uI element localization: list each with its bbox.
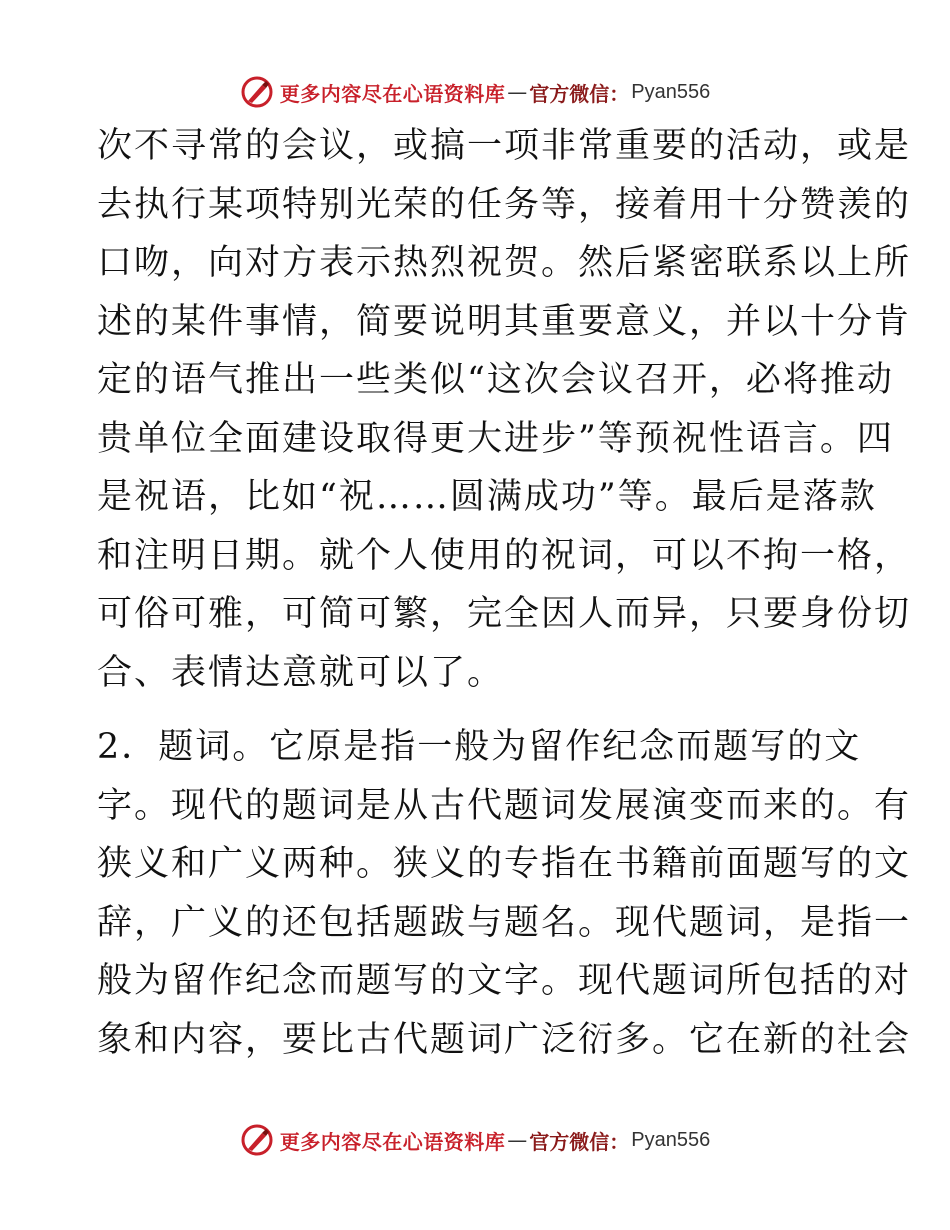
footer-banner bbox=[0, 1118, 950, 1162]
text-line: 可俗可雅，可简可繁，完全因人而异，只要身份切 bbox=[97, 594, 912, 634]
text-line: 贵单位全面建设取得更大进步”等预祝性语言。四 bbox=[97, 418, 894, 459]
header-slogan: 更多内容尽在心语资料库 bbox=[279, 81, 506, 106]
footer-contact-label: 官方微信： bbox=[529, 1129, 630, 1154]
pen-logo-icon bbox=[240, 75, 274, 109]
pen-logo-icon bbox=[240, 1123, 274, 1157]
paragraph-2 bbox=[97, 718, 912, 1069]
document-body bbox=[97, 117, 912, 1069]
header-contact-id: Pyan556 bbox=[631, 80, 711, 103]
text-line: 般为留作纪念而题写的文字。现代题词所包括的对 bbox=[97, 961, 912, 1001]
text-line: 和注明日期。就个人使用的祝词，可以不拘一格， bbox=[97, 535, 912, 576]
text-line: 次不寻常的会议，或搞一项非常重要的活动，或是 bbox=[97, 126, 912, 166]
text-line: 2．题词。它原是指一般为留作纪念而题写的文 bbox=[97, 727, 862, 767]
text-line: 字。现代的题词是从古代题词发展演变而来的。有 bbox=[97, 785, 912, 826]
header-contact-label: 官方微信： bbox=[529, 81, 630, 106]
text-line: 是祝语，比如“祝……圆满成功”等。最后是落款 bbox=[97, 477, 877, 517]
text-line: 定的语气推出一些类似“这次会议召开，必将推动 bbox=[97, 360, 894, 400]
text-line: 去执行某项特别光荣的任务等，接着用十分赞羡的 bbox=[97, 184, 912, 225]
header-banner bbox=[0, 70, 950, 114]
text-line: 口吻，向对方表示热烈祝贺。然后紧密联系以上所 bbox=[97, 243, 912, 283]
text-line: 述的某件事情，简要说明其重要意义，并以十分肯 bbox=[97, 301, 912, 342]
footer-contact-id: Pyan556 bbox=[631, 1128, 711, 1151]
text-line: 合、表情达意就可以了。 bbox=[97, 652, 505, 693]
text-line: 象和内容，要比古代题词广泛衍多。它在新的社会 bbox=[97, 1019, 912, 1060]
paragraph-1 bbox=[97, 117, 912, 702]
footer-separator: — bbox=[507, 1128, 528, 1152]
text-line: 辞，广义的还包括题跋与题名。现代题词，是指一 bbox=[97, 902, 912, 943]
text-line: 狭义和广义两种。狭义的专指在书籍前面题写的文 bbox=[97, 844, 912, 884]
footer-slogan: 更多内容尽在心语资料库 bbox=[279, 1129, 506, 1154]
header-separator: — bbox=[507, 80, 528, 104]
paragraph-gap bbox=[97, 702, 849, 718]
